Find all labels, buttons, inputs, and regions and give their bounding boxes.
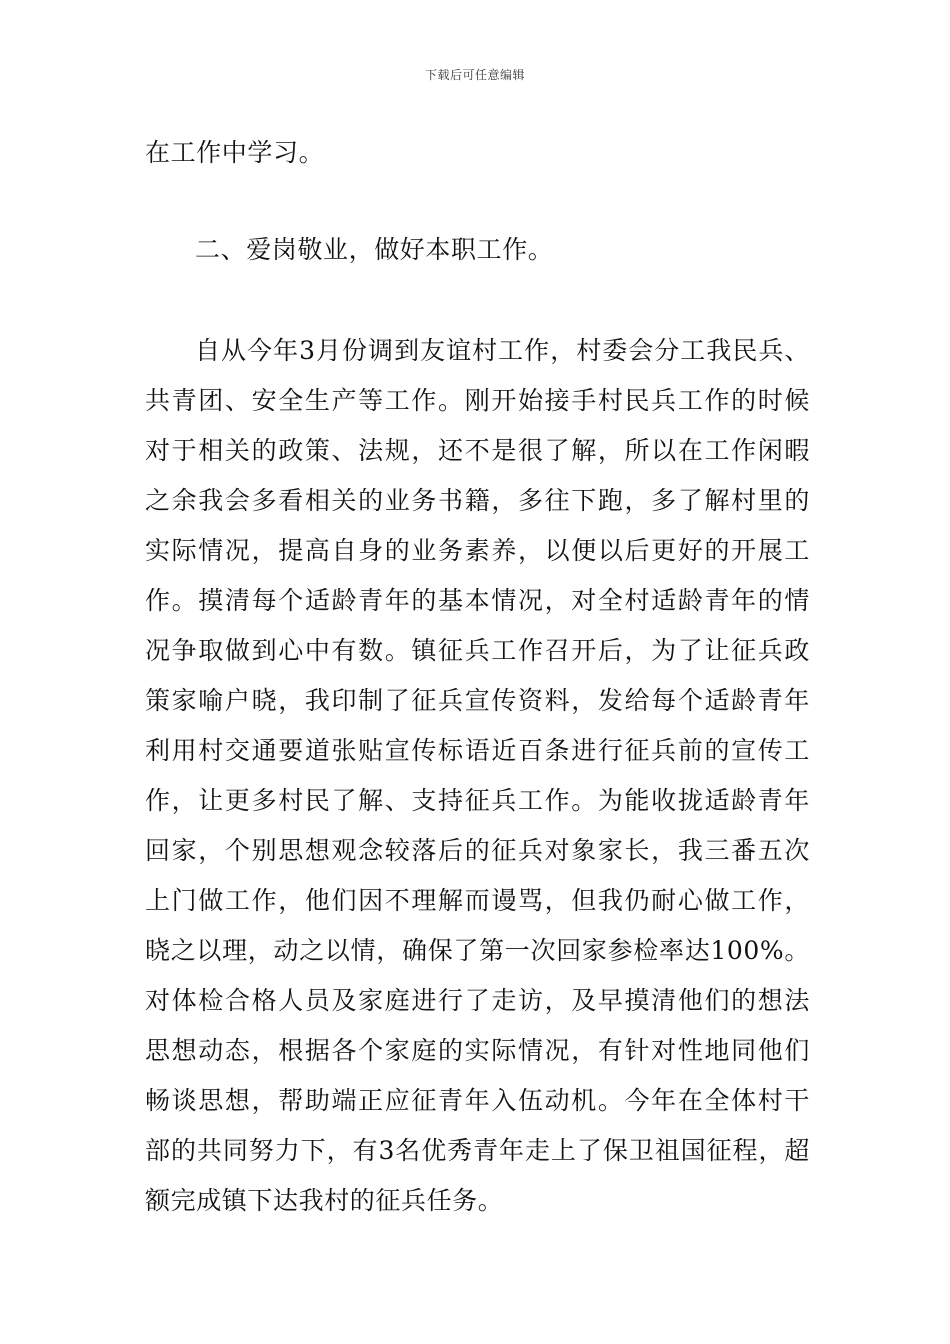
body-paragraph: 自从今年3月份调到友谊村工作，村委会分工我民兵、共青团、安全生产等工作。刚开始接手村民兵工作的时候对于相关的政策、法规，还不是很了解，所以在工作闲暇之余我会多看相关的业务书籍，多往下跑，多了解村里的实际情况，提高自身的业务素养，以便以后更好的开展工作。摸清每个适龄青年的基本情况，对全村适龄青年的情况争取做到心中有数。镇征兵工作召开后，为了让征兵政策家喻户晓，我印制了征兵宣传资料，发给每个适龄青年利用村交通要道张贴宣传标语近百条进行征兵前的宣传工作，让更多村民了解、支持征兵工作。为能收拢适龄青年回家，个别思想观念较落后的征兵对象家长，我三番五次上门做工作，他们因不理解而谩骂，但我仍耐心做工作，晓之以理，动之以情，确保了第一次回家参检率达100%。对体检合格人员及家庭进行了走访，及早摸清他们的想法思想动态，根据各个家庭的实际情况，有针对性地同他们畅谈思想，帮助端正应征青年入伍动机。今年在全体村干部的共同努力下，有3名优秀青年走上了保卫祖国征程，超额完成镇下达我村的征兵任务。 xyxy=(145,336,810,1215)
continuation-line: 在工作中学习。 xyxy=(145,138,325,167)
page-header-note: 下载后可任意编辑 xyxy=(424,68,525,82)
section-heading: 二、爱岗敬业，做好本职工作。 xyxy=(195,235,554,264)
